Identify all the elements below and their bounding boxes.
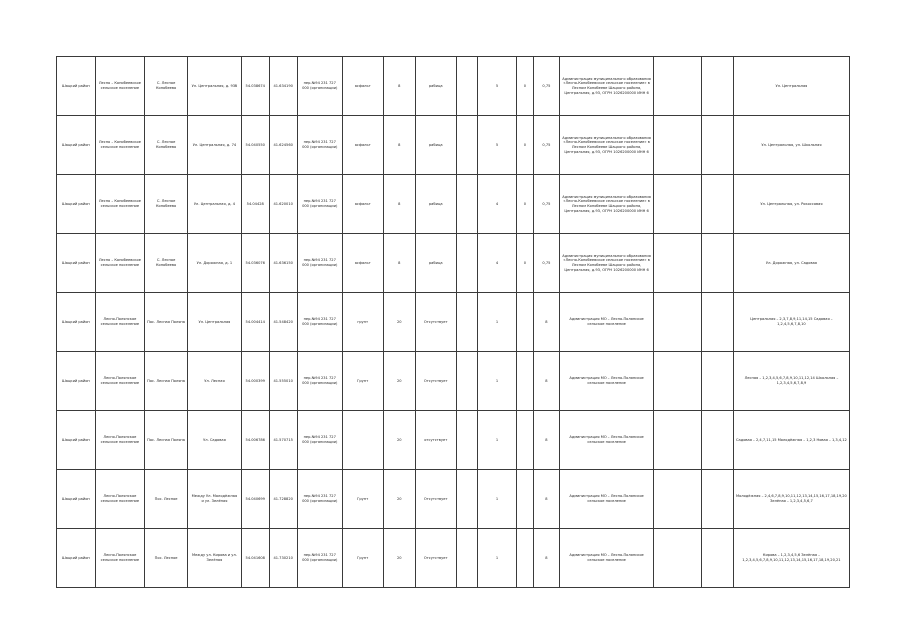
cell-owner: Администрация МО – Лесно-Полянское сельское поселение [559, 470, 654, 529]
cell-legal-basis: пер.№94 231 727 000 (организации) [297, 57, 342, 116]
cell-empty [701, 57, 733, 116]
cell-fence: рабица [415, 57, 456, 116]
cell-empty [654, 529, 701, 588]
registry-table [56, 56, 850, 588]
cell-container-count: 5 [478, 57, 517, 116]
cell-volume: 8 [534, 411, 560, 470]
cell-legal-basis: пер.№94 231 727 000 (организации) [297, 116, 342, 175]
cell-locality: С. Лесное Конобеево [145, 57, 188, 116]
cell-container-count: 1 [478, 352, 517, 411]
cell-district: Шацкий район [57, 116, 96, 175]
cell-volume: 8 [534, 352, 560, 411]
cell-latitude: 54.038674 [241, 57, 269, 116]
cell-empty [456, 116, 477, 175]
cell-legal-basis: пер.№94 231 727 000 (организации) [297, 293, 342, 352]
cell-district: Шацкий район [57, 529, 96, 588]
cell-owner: Администрация муниципального образования «Лесно-Конобеевское сельское поселение» в Лесном Конобееве Шацкого района, Центральная, д.93, ОГРН 1026200000 ИНН 6 [559, 116, 654, 175]
cell-locality: С. Лесное Конобеево [145, 234, 188, 293]
cell-settlement: Лесно-Полянское сельское поселение [95, 293, 144, 352]
cell-longitude: 41.728820 [269, 470, 297, 529]
cell-latitude: 54.036076 [241, 234, 269, 293]
cell-empty [701, 234, 733, 293]
cell-district: Шацкий район [57, 411, 96, 470]
cell-empty [701, 175, 733, 234]
cell-locality: Пос. Лесная Поляна [145, 293, 188, 352]
cell-empty [654, 470, 701, 529]
cell-district: Шацкий район [57, 352, 96, 411]
cell-settlement: Лесно-Полянское сельское поселение [95, 470, 144, 529]
cell-empty [456, 293, 477, 352]
cell-extra [516, 411, 533, 470]
cell-settlement: Лесно-Полянское сельское поселение [95, 529, 144, 588]
cell-address: Ул. Центральная, д. 74 [188, 116, 242, 175]
cell-extra [516, 470, 533, 529]
cell-longitude: 41.620010 [269, 175, 297, 234]
cell-legal-basis: пер.№94 231 727 000 (организации) [297, 175, 342, 234]
cell-volume: 8 [534, 470, 560, 529]
table-row [57, 175, 850, 234]
cell-longitude: 41.570715 [269, 411, 297, 470]
cell-area: 8 [383, 175, 415, 234]
cell-empty [456, 470, 477, 529]
cell-owner: Администрация МО – Лесно-Полянское сельское поселение [559, 293, 654, 352]
cell-latitude: 54.040699 [241, 470, 269, 529]
cell-extra [516, 293, 533, 352]
table-row [57, 293, 850, 352]
cell-settlement: Лесно – Конобеевское сельское поселение [95, 175, 144, 234]
cell-fence: Отсутствует [415, 293, 456, 352]
cell-owner: Администрация МО – Лесно-Полянское сельское поселение [559, 411, 654, 470]
cell-waste-sources: Ул. Центральная [733, 57, 849, 116]
cell-waste-sources: Садовая – 2,4,7,11,15 Молодёжная – 1,2,3 Новая – 1,3,4,12 [733, 411, 849, 470]
cell-volume: 8 [534, 293, 560, 352]
cell-container-count: 4 [478, 175, 517, 234]
cell-owner: Администрация МО – Лесно-Полянское сельское поселение [559, 529, 654, 588]
cell-waste-sources: Молодёжная – 2,4,6,7,8,9,10,11,12,13,14,15,16,17,18,19,20 Зелёная – 1,2,3,4,5,6,7 [733, 470, 849, 529]
cell-surface: асфальт [342, 234, 383, 293]
cell-empty [456, 411, 477, 470]
cell-latitude: 54.040550 [241, 116, 269, 175]
cell-legal-basis: пер.№94 231 727 000 (организации) [297, 234, 342, 293]
cell-longitude: 41.634190 [269, 57, 297, 116]
table-row [57, 116, 850, 175]
cell-locality: Пос. Лесное [145, 529, 188, 588]
cell-legal-basis: пер.№94 231 727 000 (организации) [297, 529, 342, 588]
cell-district: Шацкий район [57, 57, 96, 116]
cell-waste-sources: Лесная – 1,2,3,4,5,6,7,8,9,10,11,12,14 Школьная – 1,2,3,4,5,6,7,8,9 [733, 352, 849, 411]
cell-extra: 0 [516, 116, 533, 175]
cell-settlement: Лесно-Полянское сельское поселение [95, 352, 144, 411]
cell-locality: С. Лесное Конобеево [145, 175, 188, 234]
table-row [57, 411, 850, 470]
cell-legal-basis: пер.№94 231 727 000 (организации) [297, 352, 342, 411]
cell-container-count: 1 [478, 529, 517, 588]
cell-container-count: 4 [478, 234, 517, 293]
cell-latitude: 54.000399 [241, 352, 269, 411]
cell-address: Ул. Лесная [188, 352, 242, 411]
cell-container-count: 1 [478, 411, 517, 470]
table-row [57, 57, 850, 116]
cell-empty [701, 470, 733, 529]
cell-surface [342, 411, 383, 470]
cell-fence: рабица [415, 234, 456, 293]
cell-surface: Грунт [342, 470, 383, 529]
cell-empty [456, 352, 477, 411]
cell-latitude: 54.004414 [241, 293, 269, 352]
cell-extra: 0 [516, 234, 533, 293]
cell-district: Шацкий район [57, 470, 96, 529]
cell-empty [701, 352, 733, 411]
cell-empty [654, 116, 701, 175]
cell-volume: 0,75 [534, 175, 560, 234]
cell-volume: 0,75 [534, 116, 560, 175]
cell-fence: Отсутствует [415, 352, 456, 411]
cell-longitude: 41.555010 [269, 352, 297, 411]
cell-container-count: 5 [478, 116, 517, 175]
cell-empty [456, 175, 477, 234]
cell-area: 20 [383, 293, 415, 352]
cell-settlement: Лесно – Конобеевское сельское поселение [95, 234, 144, 293]
cell-owner: Администрация МО – Лесно-Полянское сельское поселение [559, 352, 654, 411]
cell-waste-sources: Центральная – 2,3,7,8,9,11,14,15 Садовая – 1,2,4,5,6,7,8,10 [733, 293, 849, 352]
cell-fence: рабица [415, 175, 456, 234]
cell-empty [456, 234, 477, 293]
cell-legal-basis: пер.№94 231 727 000 (организации) [297, 411, 342, 470]
cell-empty [654, 234, 701, 293]
cell-empty [654, 293, 701, 352]
table-row [57, 529, 850, 588]
cell-address: Между Ул. Молодёжная и ул. Зелёная [188, 470, 242, 529]
cell-area: 8 [383, 234, 415, 293]
cell-latitude: 54.041608 [241, 529, 269, 588]
table-row [57, 352, 850, 411]
cell-district: Шацкий район [57, 175, 96, 234]
cell-owner: Администрация муниципального образования «Лесно-Конобеевское сельское поселение» в Лесном Конобееве Шацкого района, Центральная, д.93, ОГРН 1026200000 ИНН 6 [559, 234, 654, 293]
cell-area: 20 [383, 470, 415, 529]
cell-waste-sources: Кирова – 1,2,3,4,5,6 Зелёная – 1,2,3,4,5,6,7,8,9,10,11,12,13,14,15,16,17,18,19,20,21 [733, 529, 849, 588]
cell-address: Ул. Дорожная, д. 1 [188, 234, 242, 293]
cell-extra [516, 529, 533, 588]
cell-empty [701, 116, 733, 175]
cell-surface: асфальт [342, 175, 383, 234]
cell-longitude: 41.636150 [269, 234, 297, 293]
cell-empty [701, 411, 733, 470]
cell-latitude: 54.04428 [241, 175, 269, 234]
cell-waste-sources: Ул. Дорожная, ул. Садовая [733, 234, 849, 293]
cell-area: 20 [383, 352, 415, 411]
table-row [57, 470, 850, 529]
cell-district: Шацкий район [57, 234, 96, 293]
cell-longitude: 41.624560 [269, 116, 297, 175]
cell-empty [456, 529, 477, 588]
table-row [57, 234, 850, 293]
cell-empty [654, 57, 701, 116]
cell-fence: Отсутствует [415, 529, 456, 588]
cell-locality: Пос. Лесная Поляна [145, 411, 188, 470]
cell-owner: Администрация муниципального образования «Лесно-Конобеевское сельское поселение» в Лесном Конобееве Шацкого района, Центральная, д.93, ОГРН 1026200000 ИНН 6 [559, 57, 654, 116]
cell-legal-basis: пер.№94 231 727 000 (организации) [297, 470, 342, 529]
cell-fence: отсутствует [415, 411, 456, 470]
cell-address: Ул. Центральная [188, 293, 242, 352]
cell-container-count: 1 [478, 470, 517, 529]
cell-area: 20 [383, 411, 415, 470]
cell-surface: асфальт [342, 116, 383, 175]
cell-settlement: Лесно – Конобеевское сельское поселение [95, 116, 144, 175]
cell-address: Ул. Центральная, д. 93б [188, 57, 242, 116]
cell-surface: грунт [342, 293, 383, 352]
cell-locality: Пос. Лесное [145, 470, 188, 529]
cell-empty [654, 175, 701, 234]
cell-locality: С. Лесное Конобеево [145, 116, 188, 175]
cell-area: 8 [383, 116, 415, 175]
table-body [57, 57, 850, 588]
cell-address: Ул. Центральная, д. 4 [188, 175, 242, 234]
cell-settlement: Лесно-Полянское сельское поселение [95, 411, 144, 470]
cell-extra [516, 352, 533, 411]
cell-area: 8 [383, 57, 415, 116]
cell-locality: Пос. Лесная Поляна [145, 352, 188, 411]
cell-district: Шацкий район [57, 293, 96, 352]
cell-empty [701, 529, 733, 588]
cell-surface: Грунт [342, 352, 383, 411]
cell-empty [456, 57, 477, 116]
cell-volume: 0,75 [534, 57, 560, 116]
cell-empty [654, 352, 701, 411]
cell-longitude: 41.548420 [269, 293, 297, 352]
cell-empty [654, 411, 701, 470]
cell-fence: Отсутствует [415, 470, 456, 529]
cell-extra: 0 [516, 57, 533, 116]
cell-area: 20 [383, 529, 415, 588]
cell-extra: 0 [516, 175, 533, 234]
cell-surface: асфальт [342, 57, 383, 116]
cell-volume: 0,75 [534, 234, 560, 293]
cell-empty [701, 293, 733, 352]
cell-waste-sources: Ул. Центральная, ул. Рокоссовая [733, 175, 849, 234]
cell-owner: Администрация муниципального образования «Лесно-Конобеевское сельское поселение» в Лесном Конобееве Шацкого района, Центральная, д.93, ОГРН 1026200000 ИНН 6 [559, 175, 654, 234]
cell-fence: рабица [415, 116, 456, 175]
cell-latitude: 54.006786 [241, 411, 269, 470]
cell-waste-sources: Ул. Центральная, ул. Школьная [733, 116, 849, 175]
cell-surface: Грунт [342, 529, 383, 588]
cell-address: Между ул. Кирова и ул. Зелёная [188, 529, 242, 588]
cell-container-count: 1 [478, 293, 517, 352]
cell-longitude: 41.730210 [269, 529, 297, 588]
cell-settlement: Лесно – Конобеевское сельское поселение [95, 57, 144, 116]
cell-volume: 8 [534, 529, 560, 588]
cell-address: Ул. Садовая [188, 411, 242, 470]
